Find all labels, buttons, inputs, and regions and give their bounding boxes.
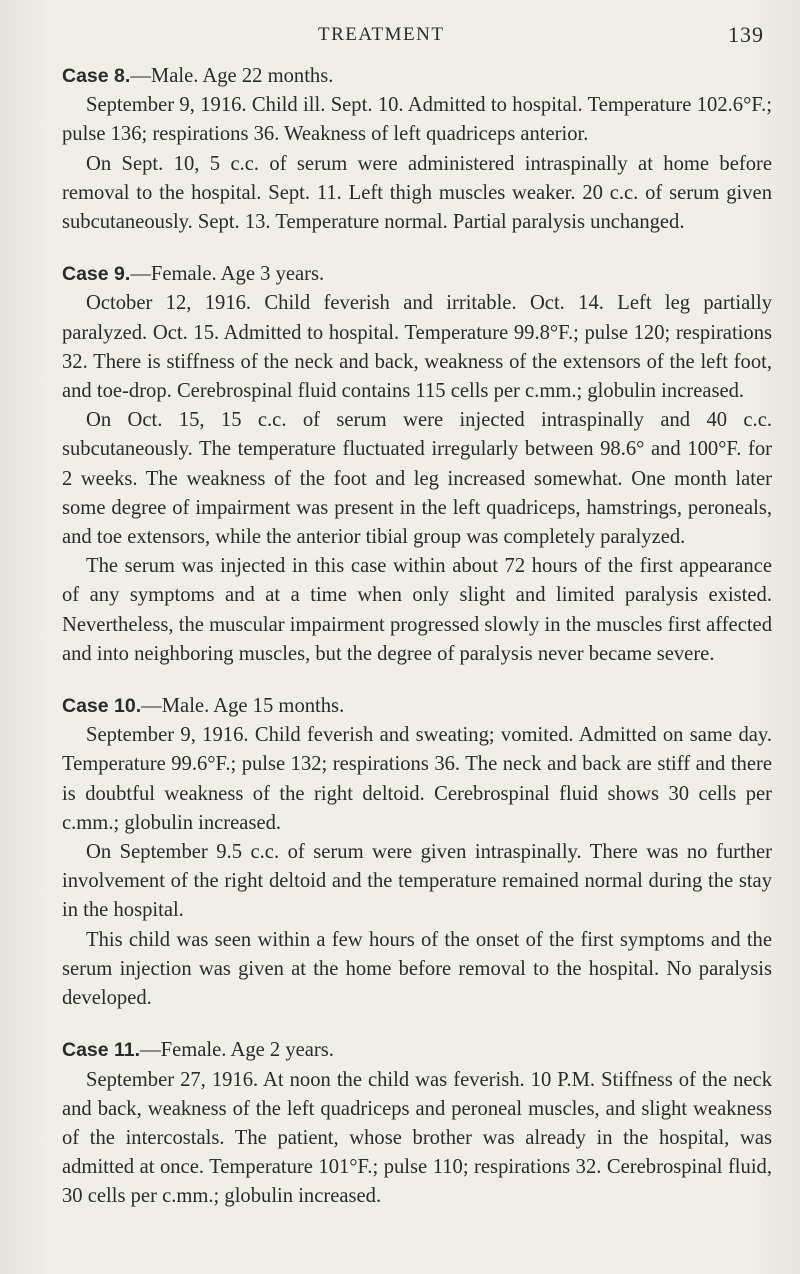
case-10	[62, 692, 772, 1013]
case-paragraph: On September 9.5 c.c. of serum were given intraspinally. There was no further involvement of the right deltoid and the temperature remained normal during the stay in the hospital.	[62, 841, 772, 922]
case-label: Case 9.	[62, 263, 131, 286]
case-11	[62, 1036, 772, 1211]
case-label: Case 11.	[62, 1039, 141, 1062]
case-paragraph: The serum was injected in this case within about 72 hours of the first appearance of any symptoms and at a time when only slight and limited paralysis existed. Nevertheless, the muscular impairment progressed slowly in the muscles first affected and into neighboring muscles, but the degree of paralysis never became severe.	[62, 555, 772, 665]
running-title: TREATMENT	[318, 24, 445, 45]
case-paragraph: On Sept. 10, 5 c.c. of serum were administered intraspinally at home before removal to the hospital. Sept. 11. Left thigh muscles weaker. 20 c.c. of serum given subcutaneously. Sept. 13. Temperature normal. Partial paralysis unchanged.	[62, 152, 772, 234]
case-heading	[62, 692, 772, 721]
case-heading-text: —Female. Age 3 years.	[130, 263, 325, 286]
case-paragraph: September 9, 1916. Child ill. Sept. 10. Admitted to hospital. Temperature 102.6°F.; pulse 136; respirations 36. Weakness of left quadriceps anterior.	[62, 94, 772, 146]
case-label: Case 10.	[62, 695, 142, 718]
case-9	[62, 260, 772, 669]
page-body	[62, 62, 772, 1235]
case-heading-text: —Male. Age 22 months.	[130, 65, 334, 87]
page-header	[0, 22, 800, 52]
case-heading	[62, 62, 772, 91]
case-heading-text: —Female. Age 2 years.	[140, 1039, 334, 1062]
case-paragraph: This child was seen within a few hours of the onset of the first symptoms and the serum injection was given at the home before removal to the hospital. No paralysis developed.	[62, 928, 772, 1010]
case-8	[62, 62, 772, 237]
case-paragraph: September 9, 1916. Child feverish and sweating; vomited. Admitted on same day. Temperature 99.6°F.; pulse 132; respirations 36. The neck and back are stiff and there is doubtful weakness of the right deltoid. Cerebrospinal fluid shows 30 cells per c.mm.; globulin increased.	[62, 724, 772, 834]
page-number: 139	[728, 22, 764, 47]
case-heading	[62, 1036, 772, 1065]
case-label: Case 8.	[62, 65, 131, 87]
case-paragraph: October 12, 1916. Child feverish and irritable. Oct. 14. Left leg partially paralyzed. Oct. 15. Admitted to hospital. Temperature 99.8°F.; pulse 120; respirations 32. There is stiffness of the neck and back, weakness of the extensors of the left foot, and toe-drop. Cerebrospinal fluid contains 115 cells per c.mm.; globulin increased.	[62, 292, 772, 403]
case-paragraph: September 27, 1916. At noon the child was feverish. 10 P.M. Stiffness of the neck and back, weakness of the left quadriceps and peroneal muscles, and slight weakness of the intercostals. The patient, whose brother was already in the hospital, was admitted at once. Temperature 101°F.; pulse 110; respirations 32. Cerebrospinal fluid, 30 cells per c.mm.; globulin increased.	[62, 1068, 772, 1208]
case-heading-text: —Male. Age 15 months.	[141, 695, 345, 718]
case-heading	[62, 260, 772, 289]
case-paragraph: On Oct. 15, 15 c.c. of serum were injected intraspinally and 40 c.c. subcutaneously. The temperature fluctuated irregularly between 98.6° and 100°F. for 2 weeks. The weakness of the foot and leg increased somewhat. One month later some degree of impairment was present in the left quadriceps, hamstrings, peroneals, and toe extensors, while the anterior tibial group was completely paralyzed.	[62, 409, 772, 549]
